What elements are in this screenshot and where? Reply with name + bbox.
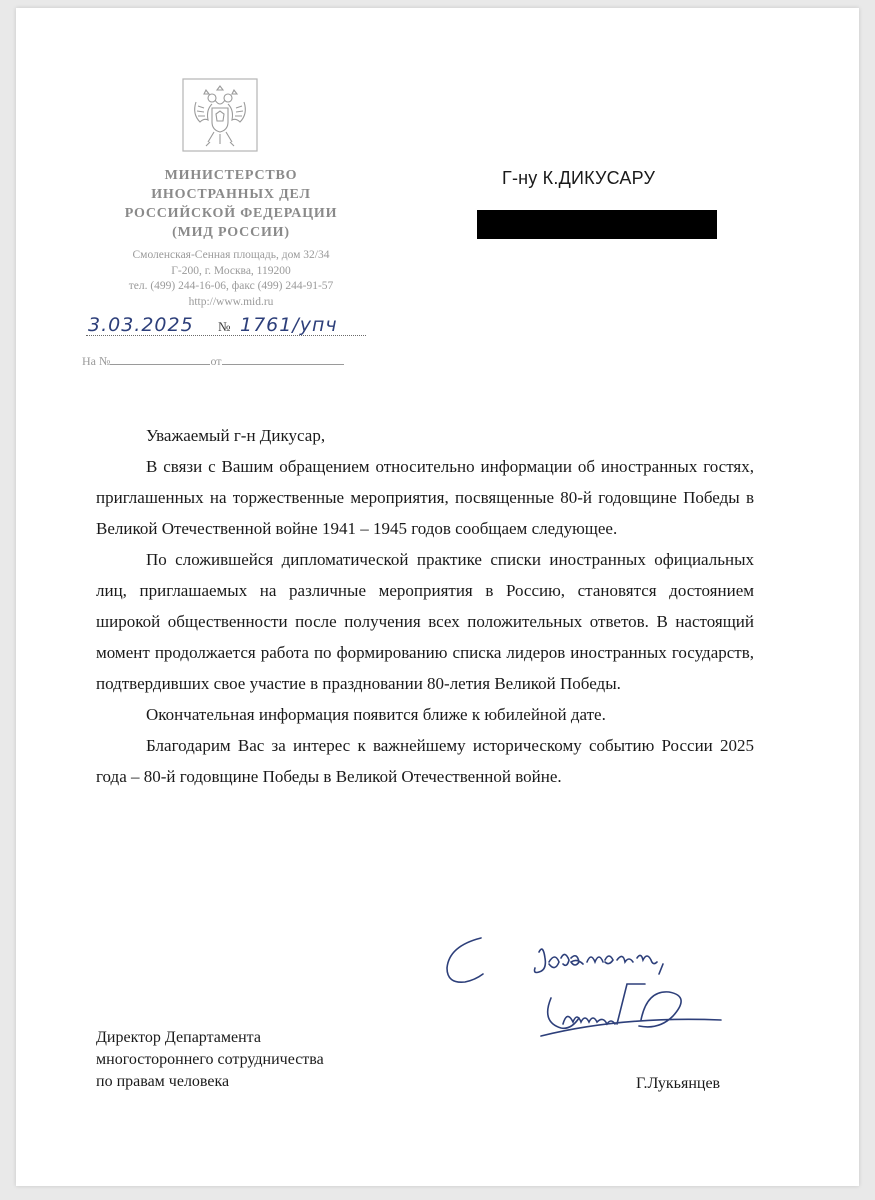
- salutation: Уважаемый г-н Дикусар,: [146, 426, 326, 445]
- paragraph: Окончательная информация появится ближе к юбилейной дате.: [146, 705, 606, 724]
- paragraph: По сложившейся дипломатической практике списки иностранных официальных лиц, приглашаемых на различные мероприятия в Россию, становятся достоянием широкой общественности после получения всех положительных ответов. В настоящий момент продолжается работа по формированию списка лидеров иностранных государств, подтвердивших свое участие в праздновании 80-летия Великой Победы.: [96, 550, 754, 693]
- handwritten-signature: [441, 928, 741, 1078]
- ministry-line: РОССИЙСКОЙ ФЕДЕРАЦИИ: [124, 206, 338, 221]
- address-line: http://www.mid.ru: [188, 295, 274, 308]
- address-line: Г-200, г. Москва, 119200: [171, 264, 291, 277]
- redaction-bar: [477, 210, 717, 239]
- reference-date-blank: [222, 355, 344, 365]
- number-label: №: [218, 319, 231, 334]
- reference-label-ot: от: [210, 354, 222, 368]
- letter-date: 3.03.2025: [88, 314, 194, 336]
- paragraph: В связи с Вашим обращением относительно информации об иностранных гостях, приглашенных на торжественные мероприятия, посвященные 80-й годовщине Победы в Великой Отечественной войне 1941 – 1945 годов сообщаем следующее.: [96, 457, 754, 538]
- signer-title-line: Директор Департамента: [96, 1029, 261, 1046]
- coat-of-arms-icon: [182, 78, 258, 152]
- letter-page: [16, 8, 859, 1186]
- reference-row: [82, 354, 344, 369]
- signer-title-line: многостороннего сотрудничества: [96, 1051, 324, 1068]
- address-line: Смоленская-Сенная площадь, дом 32/34: [132, 249, 330, 261]
- paragraph: Благодарим Вас за интерес к важнейшему историческому событию России 2025 года – 80-й годовщине Победы в Великой Отечественной войне.: [96, 736, 754, 786]
- ministry-line: (МИД РОССИИ): [172, 225, 290, 240]
- ministry-line: МИНИСТЕРСТВО: [164, 168, 298, 183]
- signer-name: Г.Лукьянцев: [636, 1075, 721, 1092]
- address-line: тел. (499) 244-16-06, факс (499) 244-91-57: [128, 280, 334, 292]
- ministry-name: [86, 166, 376, 242]
- reference-number-blank: [110, 355, 210, 365]
- ministry-address: [86, 248, 376, 310]
- letter-body: [96, 420, 754, 792]
- recipient-name: Г-ну К.ДИКУСАРУ: [502, 168, 656, 188]
- letter-number: 1761/упч: [240, 314, 338, 336]
- reference-label-na: На №: [82, 354, 111, 368]
- date-underline: [86, 335, 366, 336]
- ministry-line: ИНОСТРАННЫХ ДЕЛ: [151, 187, 311, 202]
- signer-title: [96, 1027, 324, 1093]
- signer-title-line: по правам человека: [96, 1073, 230, 1090]
